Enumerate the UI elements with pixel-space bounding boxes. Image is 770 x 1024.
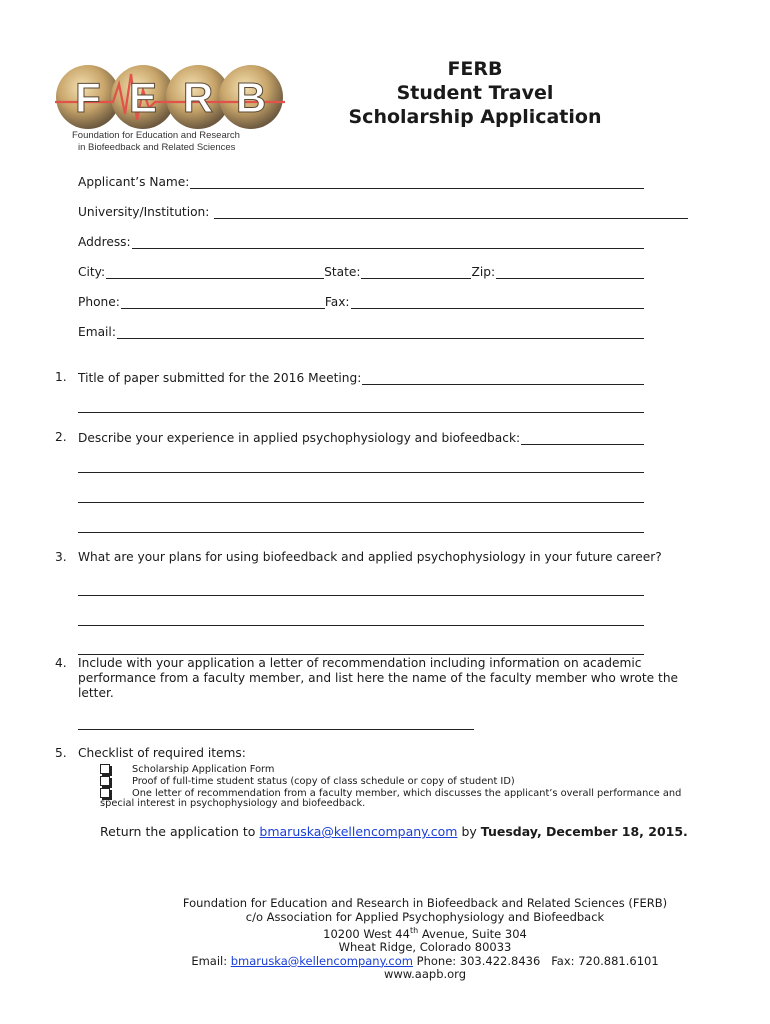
- checklist-item-3-label-continued: special interest in psychophysiology and biofeedback.: [100, 797, 366, 809]
- question-3-answer-line-2[interactable]: [78, 624, 644, 626]
- fax-input-line[interactable]: [351, 295, 644, 309]
- footer-fax: Fax: 720.881.6101: [551, 953, 659, 968]
- page-title: [330, 57, 620, 129]
- email-row: [78, 321, 644, 339]
- address-row: [78, 231, 644, 249]
- university-input-line[interactable]: [214, 205, 688, 219]
- title-line2: Student Travel: [396, 82, 554, 104]
- phone-label: Phone:: [78, 295, 120, 309]
- logo-letter-b: B: [235, 74, 267, 121]
- title-line3: Scholarship Application: [348, 106, 602, 128]
- footer-email-link[interactable]: bmaruska@kellencompany.com: [230, 953, 413, 968]
- question-1-answer-line[interactable]: [78, 411, 644, 413]
- logo-letter-e: E: [128, 74, 158, 121]
- question-4-text-line2: performance from a faculty member, and list here the name of the faculty member who wrote the: [78, 671, 679, 685]
- question-2-row: [78, 427, 644, 445]
- question-4-text: [78, 656, 738, 701]
- footer-contact: [100, 955, 750, 969]
- university-label: University/Institution:: [78, 205, 210, 219]
- applicant-name-input-line[interactable]: [190, 175, 644, 189]
- state-input-line[interactable]: [361, 265, 471, 279]
- state-label: State:: [324, 265, 361, 279]
- question-2-answer-line-3[interactable]: [78, 531, 644, 533]
- ferb-logo-graphic: [55, 62, 285, 132]
- question-5-number: 5.: [55, 746, 67, 760]
- applicant-name-label: Applicant’s Name:: [78, 175, 190, 189]
- footer-email-label: Email:: [191, 953, 228, 968]
- return-deadline: Tuesday, December 18, 2015.: [480, 824, 688, 839]
- question-2-answer-line-2[interactable]: [78, 501, 644, 503]
- address-input-line[interactable]: [132, 235, 644, 249]
- question-2-text: Describe your experience in applied psychophysiology and biofeedback:: [78, 431, 521, 445]
- footer-address: [100, 897, 750, 982]
- city-input-line[interactable]: [106, 265, 324, 279]
- footer-line2: c/o Association for Applied Psychophysiology and Biofeedback: [245, 909, 605, 924]
- footer-line3: [100, 924, 750, 941]
- question-4-faculty-name-line[interactable]: [78, 728, 474, 730]
- checkbox-icon[interactable]: [100, 764, 110, 774]
- phone-fax-row: [78, 291, 644, 309]
- logo-subtitle: [72, 130, 240, 154]
- footer-website[interactable]: www.aapb.org: [383, 967, 467, 982]
- footer-street-suffix: th: [409, 926, 419, 935]
- checklist-item-1: [100, 763, 274, 775]
- logo-letter-f: F: [75, 74, 101, 121]
- city-label: City:: [78, 265, 106, 279]
- question-1-number: 1.: [55, 370, 67, 384]
- email-label: Email:: [78, 325, 116, 339]
- email-input-line[interactable]: [117, 325, 644, 339]
- logo-subtitle-line1: Foundation for Education and Research: [72, 130, 240, 141]
- return-instruction: [100, 824, 688, 839]
- question-1-input-line[interactable]: [362, 371, 644, 385]
- return-prefix: Return the application to: [100, 824, 256, 839]
- question-4-text-line3: letter.: [78, 686, 114, 700]
- checklist-item-2: [100, 775, 515, 787]
- question-1-text: Title of paper submitted for the 2016 Meeting:: [78, 371, 362, 385]
- city-state-zip-row: [78, 261, 644, 279]
- footer-street-rest: Avenue, Suite 304: [418, 926, 527, 941]
- question-5-text: Checklist of required items:: [78, 746, 246, 760]
- question-4-text-line1: Include with your application a letter of recommendation including information on academic: [78, 656, 642, 670]
- checklist-item-3-label: One letter of recommendation from a faculty member, which discusses the applicant’s overall performance and: [132, 787, 682, 799]
- phone-input-line[interactable]: [121, 295, 325, 309]
- title-line1: FERB: [447, 58, 503, 80]
- university-row: [78, 201, 688, 219]
- question-2-answer-line-1[interactable]: [78, 471, 644, 473]
- question-3-answer-line-1[interactable]: [78, 594, 644, 596]
- logo-subtitle-line2: in Biofeedback and Related Sciences: [78, 142, 236, 153]
- return-by: by: [461, 824, 477, 839]
- logo-letter-r: R: [182, 74, 214, 121]
- footer-phone: Phone: 303.422.8436: [416, 953, 541, 968]
- question-2-number: 2.: [55, 430, 67, 444]
- question-3-answer-line-3[interactable]: [78, 653, 644, 655]
- applicant-name-row: [78, 171, 644, 189]
- checklist-item-2-label: Proof of full-time student status (copy of class schedule or copy of student ID): [132, 775, 515, 787]
- fax-label: Fax:: [324, 295, 350, 309]
- question-3-number: 3.: [55, 550, 67, 564]
- checklist-item-3-continued: [100, 797, 365, 809]
- question-1-row: [78, 367, 644, 385]
- question-4-number: 4.: [55, 656, 67, 670]
- zip-label: Zip:: [471, 265, 496, 279]
- footer-line4: Wheat Ridge, Colorado 80033: [338, 940, 512, 955]
- footer-street-number: 10200 West 44: [323, 926, 410, 941]
- footer-line1: Foundation for Education and Research in Biofeedback and Related Sciences (FERB): [182, 896, 668, 910]
- zip-input-line[interactable]: [496, 265, 644, 279]
- checklist-item-1-label: Scholarship Application Form: [132, 763, 275, 775]
- question-2-input-line[interactable]: [521, 431, 644, 445]
- return-email-link[interactable]: bmaruska@kellencompany.com: [259, 824, 458, 839]
- address-label: Address:: [78, 235, 131, 249]
- checkbox-icon[interactable]: [100, 776, 110, 786]
- question-3-text: What are your plans for using biofeedback and applied psychophysiology in your future career?: [78, 550, 662, 564]
